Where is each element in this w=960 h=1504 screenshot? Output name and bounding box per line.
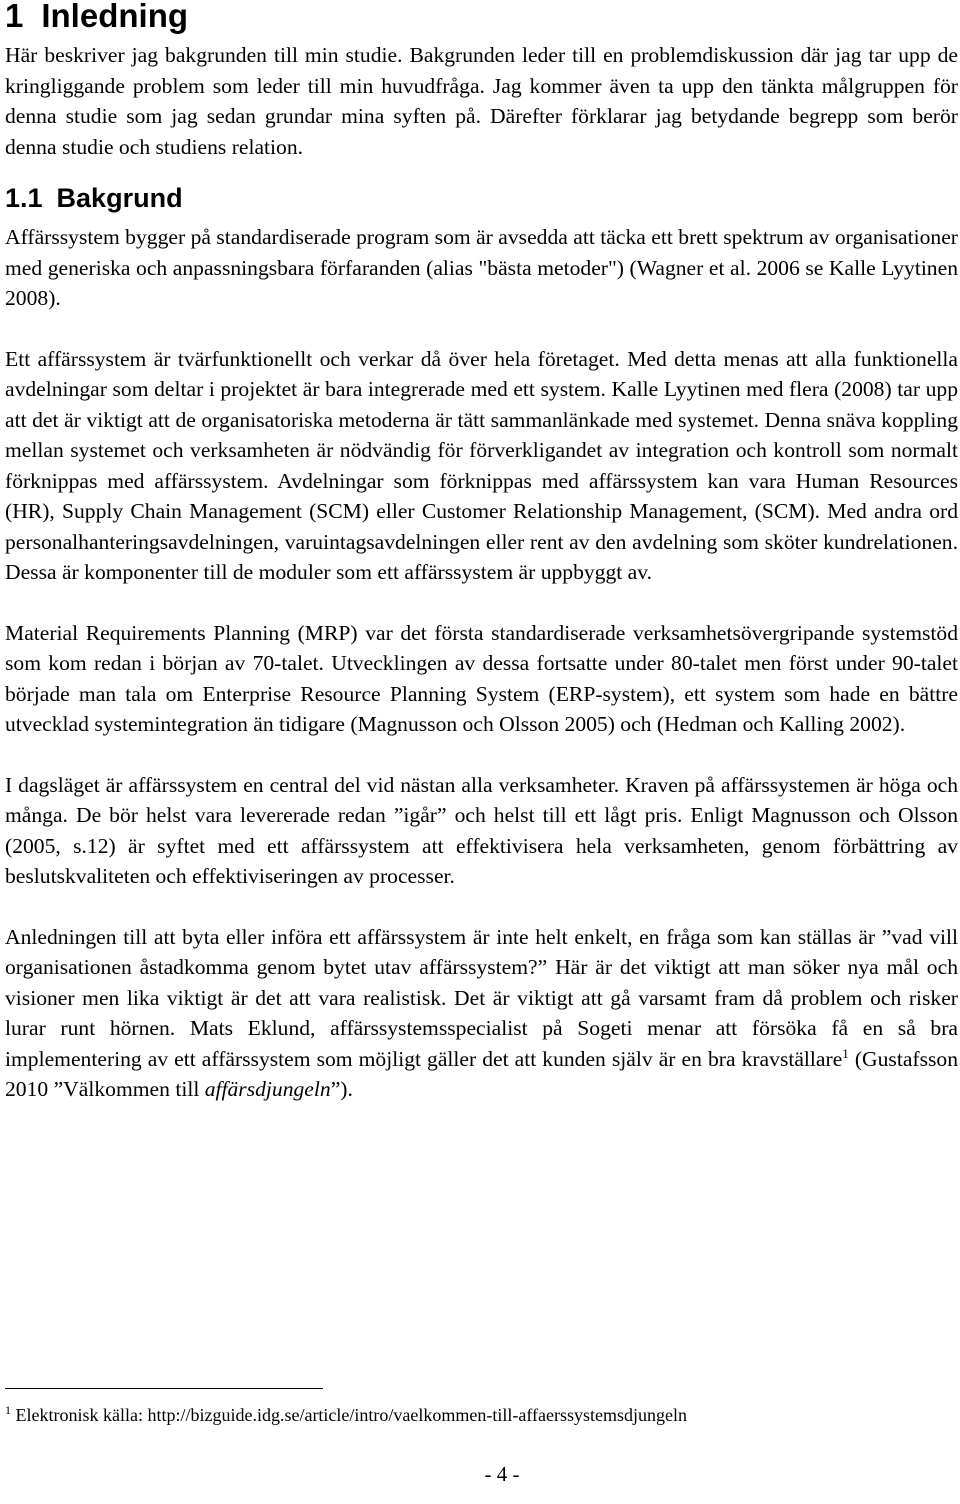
page-number: - 4 -: [484, 1462, 520, 1486]
paragraph-5-italic-title: affärsdjungeln: [204, 1077, 331, 1101]
footnote-reference[interactable]: 1: [842, 1045, 849, 1061]
body-paragraph-5: [5, 922, 958, 1105]
document-page: [5, 0, 958, 1105]
chapter-title: Inledning: [41, 0, 189, 34]
section-number: 1.1: [5, 183, 43, 213]
footnote-text: Elektronisk källa: http://bizguide.idg.se/article/intro/vaelkommen-till-affaerssystemsdjungeln: [11, 1405, 688, 1425]
chapter-number: 1: [5, 0, 24, 34]
paragraph-5-text: Anledningen till att byta eller införa ett affärssystem är inte helt enkelt, en fråga som kan ställas är ”vad vill organisationen åstadkomma genom bytet utav affärssystem?” Här är det viktigt att man söker nya mål och visioner men lika viktigt är det att vara realistisk. Det är viktigt att gå varsamt fram då problem och risker lurar runt hörnen. Mats Eklund, affärssystemsspecialist på Sogeti menar att försöka få en så bra implementering av ett affärssystem som möjligt gäller det att kunden själv är en bra kravställare: [5, 924, 958, 1071]
footnote-separator: [5, 1388, 323, 1389]
body-paragraph-1: Affärssystem bygger på standardiserade program som är avsedda att täcka ett brett spektrum av organisationer med generiska och anpassningsbara förfaranden (alias "bästa metoder") (Wagner et al. 2006 se Kalle Lyytinen 2008).: [5, 225, 958, 310]
paragraph-5-end: ”).: [330, 1077, 353, 1101]
section-heading: [5, 180, 958, 216]
chapter-heading: [5, 0, 958, 32]
footnote-marker: 1: [5, 1403, 11, 1417]
footnote: [5, 1400, 687, 1430]
paragraph-5-citation: (Gustafsson 2010 ”Välkommen till: [5, 1046, 958, 1101]
body-paragraph-4: I dagsläget är affärssystem en central del vid nästan alla verksamheter. Kraven på affärssystemen är höga och många. De bör helst vara levererade redan ”igår” och helst till ett lågt pris. Enligt Magnusson och Olsson (2005, s.12) är syftet med ett affärssystem att effektivisera hela verksamheten, genom förbättring av beslutskvaliteten och effektiviseringen av processer.: [5, 772, 958, 888]
intro-paragraph: Här beskriver jag bakgrunden till min studie. Bakgrunden leder till en problemdiskussion där jag tar upp de kringliggande problem som leder till min huvudfråga. Jag kommer även ta upp den tänkta målgruppen för denna studie som jag sedan grundar mina syften på. Därefter förklarar jag betydande begrepp som berör denna studie och studiens relation.: [5, 43, 958, 159]
body-paragraph-3: Material Requirements Planning (MRP) var det första standardiserade verksamhetsövergripande systemstöd som kom redan i början av 70-talet. Utvecklingen av dessa fortsatte under 80-talet men först under 90-talet började man tala om Enterprise Resource Planning System (ERP-system), ett system som hade en bättre utvecklad systemintegration än tidigare (Magnusson och Olsson 2005) och (Hedman och Kalling 2002).: [5, 620, 958, 736]
section-title: Bakgrund: [56, 183, 183, 213]
body-paragraph-2: Ett affärssystem är tvärfunktionellt och verkar då över hela företaget. Med detta menas att alla funktionella avdelningar som deltar i projektet är bara integrerade med ett system. Kalle Lyytinen med flera (2008) tar upp att det är viktigt att de organisatoriska metoderna är tätt sammanlänkade med systemet. Denna snäva koppling mellan systemet och verksamheten är nödvändig för förverkligandet av integration och kontroll som normalt förknippas med affärssystem. Avdelningar som förknippas med affärssystem kan vara Human Resources (HR), Supply Chain Management (SCM) eller Customer Relationship Management, (SCM). Med andra ord personalhanteringsavdelningen, varuintagsavdelningen eller rent av den avdelning som sköter kundrelationen. Dessa är komponenter till de moduler som ett affärssystem är uppbyggt av.: [5, 346, 958, 584]
